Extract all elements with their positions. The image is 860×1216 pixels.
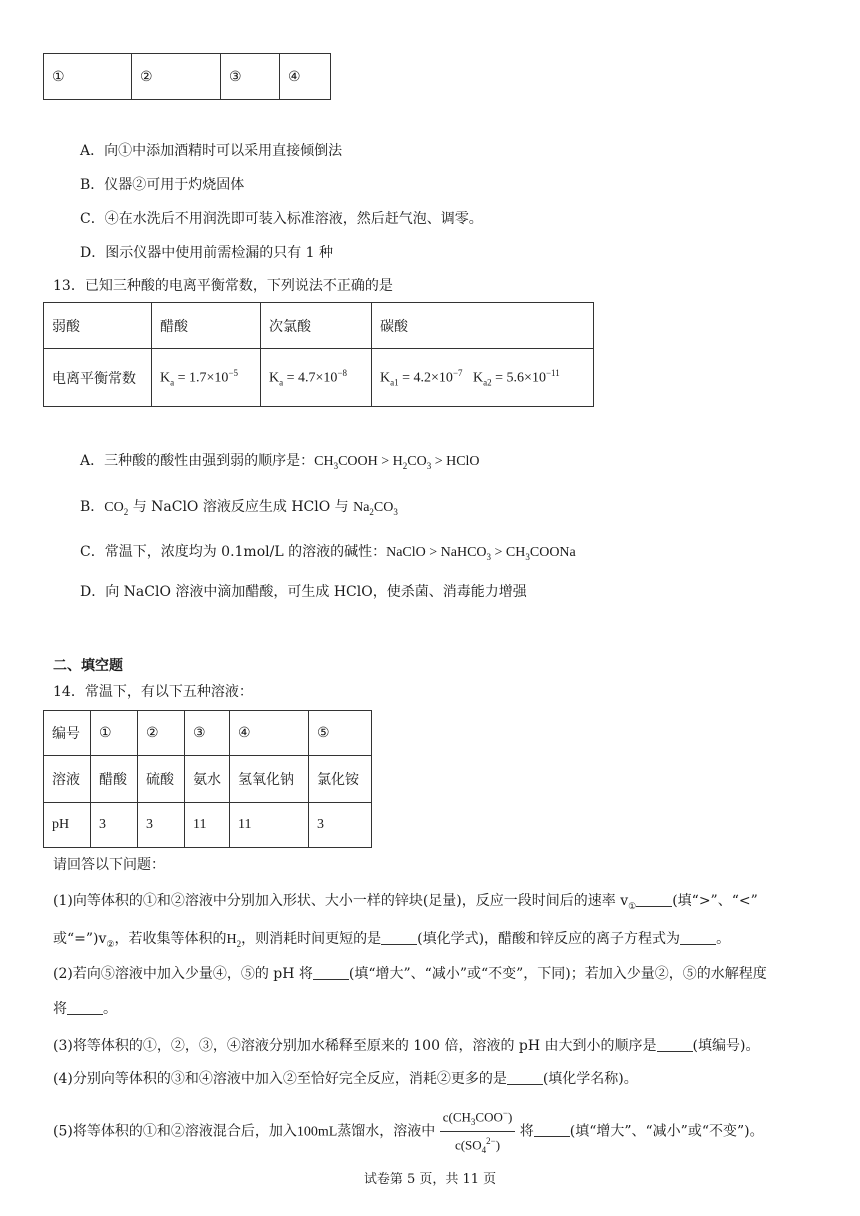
answer-blank[interactable] <box>680 930 716 945</box>
section-title: 二、填空题 <box>53 658 123 674</box>
solutions-cell: 醋酸 <box>91 756 138 803</box>
table-row-label: 电离平衡常数 <box>44 349 152 407</box>
solutions-cell: ④ <box>230 711 309 756</box>
q14-stem: 14．常温下，有以下五种溶液： <box>53 684 253 700</box>
solutions-cell: 3 <box>138 803 185 848</box>
basicity-formula: NaClO > NaHCO$_3$ > $CH_3COONa$ <box>386 545 576 562</box>
table-header-acetic: 醋酸 <box>152 303 261 349</box>
ka-acetic: $K_a = 1.7\times 10^{-5}$ <box>152 349 261 407</box>
q13-stem: 13．已知三种酸的电离平衡常数，下列说法不正确的是 <box>53 278 393 294</box>
solutions-cell: 氢氧化钠 <box>230 756 309 803</box>
answer-blank[interactable] <box>381 930 417 945</box>
solutions-cell: 11 <box>230 803 309 848</box>
q14-part2-line2: 将 。 <box>53 1001 117 1017</box>
table-header-carbonic: 碳酸 <box>372 303 594 349</box>
q14-prompt: 请回答以下问题： <box>53 857 165 873</box>
table-header-weak-acid: 弱酸 <box>44 303 152 349</box>
apparatus-cell-2: ② <box>132 54 221 100</box>
apparatus-cell-1: ① <box>44 54 132 100</box>
q14-part1-line2: 或“$=”)v_②$，若收集等体积的$H_2$，则消耗时间更短的是 (填化学式)，醋酸和锌反应的离子方程式为 。 <box>53 931 731 950</box>
solutions-cell: 11 <box>185 803 230 848</box>
q13-option-c: C．常温下，浓度均为 0.1mol/L 的溶液的碱性：NaClO > NaHCO$_3$ > $CH_3COONa$ <box>80 544 576 562</box>
answer-blank[interactable] <box>657 1037 693 1052</box>
acid-order-formula: $CH_3COOH > H_2CO_3$ > HClO <box>314 454 480 471</box>
q14-part1-line1: (1)向等体积的①和②溶液中分别加入形状、大小一样的锌块(足量)，反应一段时间后的速率 $v_①$ (填“>”、“<” <box>53 893 758 912</box>
solutions-cell: 3 <box>309 803 372 848</box>
q13-option-b: B．$CO_2$ 与 NaClO 溶液反应生成 HClO 与 $Na_2CO_3$ <box>80 499 398 517</box>
apparatus-cell-3: ③ <box>221 54 280 100</box>
page-footer: 试卷第 5 页，共 11 页 <box>363 1172 497 1187</box>
q14-part2-line1: (2)若向⑤溶液中加入少量④，⑤的 pH 将 (填“增大”、“减小”或“不变”，下同)；若加入少量②，⑤的水解程度 <box>53 966 767 982</box>
volume-value: 100mL <box>296 1124 338 1140</box>
table-header-hclo: 次氯酸 <box>261 303 372 349</box>
solutions-cell: 3 <box>91 803 138 848</box>
solutions-cell: 硫酸 <box>138 756 185 803</box>
answer-blank[interactable] <box>636 892 672 907</box>
ka-carbonic: $K_{a1} = 4.2\times 10^{-7}$ $K_{a2} = 5.6\times 10^{-11}$ <box>372 349 594 407</box>
q14-part4: (4)分别向等体积的③和④溶液中加入②至恰好完全反应，消耗②更多的是 (填化学名称)。 <box>53 1071 638 1087</box>
q13-option-a: A．三种酸的酸性由强到弱的顺序是：$CH_3COOH > H_2CO_3$ > HClO <box>80 453 480 471</box>
solutions-cell: ② <box>138 711 185 756</box>
answer-blank[interactable] <box>534 1122 570 1137</box>
solutions-cell: ① <box>91 711 138 756</box>
h2-formula: $H_2$ <box>226 932 242 949</box>
solutions-table <box>43 710 372 848</box>
concentration-ratio: $\frac{c(CH_3COO^-)}{c(SO_4^{2-})}$ <box>440 1104 516 1159</box>
acid-constants-table <box>43 302 594 407</box>
q12-option-a: A．向①中添加酒精时可以采用直接倾倒法 <box>80 143 343 159</box>
solutions-cell: pH <box>44 803 91 848</box>
solutions-cell: ⑤ <box>309 711 372 756</box>
answer-blank[interactable] <box>313 965 349 980</box>
solutions-cell: ③ <box>185 711 230 756</box>
q14-part5: (5)将等体积的①和②溶液混合后，加入100mL蒸馏水，溶液中 $\frac{c(CH_3COO^-)}{c(SO_4^{2-})}$ 将 (填“增大”、“减小”或“不变”)。 <box>53 1104 764 1152</box>
na2co3-formula: $Na_2CO_3$ <box>353 500 398 517</box>
co2-formula: $CO_2$ <box>104 500 129 517</box>
answer-blank[interactable] <box>67 1000 103 1015</box>
answer-blank[interactable] <box>507 1070 543 1085</box>
solutions-cell: 溶液 <box>44 756 91 803</box>
apparatus-cell-4: ④ <box>280 54 331 100</box>
solutions-cell: 编号 <box>44 711 91 756</box>
q14-part3: (3)将等体积的①，②，③，④溶液分别加水稀释至原来的 100 倍，溶液的 pH 由大到小的顺序是 (填编号)。 <box>53 1038 760 1054</box>
q12-option-b: B．仪器②可用于灼烧固体 <box>80 177 245 193</box>
solutions-cell: 氨水 <box>185 756 230 803</box>
apparatus-table <box>43 53 331 100</box>
q12-option-c: C．④在水洗后不用润洗即可装入标准溶液，然后赶气泡、调零。 <box>80 211 483 227</box>
solutions-cell: 氯化铵 <box>309 756 372 803</box>
q13-option-d: D．向 NaClO 溶液中滴加醋酸，可生成 HClO，使杀菌、消毒能力增强 <box>80 584 527 600</box>
q12-option-d: D．图示仪器中使用前需检漏的只有 1 种 <box>80 245 334 261</box>
ka-hclo: $K_a = 4.7\times 10^{-8}$ <box>261 349 372 407</box>
